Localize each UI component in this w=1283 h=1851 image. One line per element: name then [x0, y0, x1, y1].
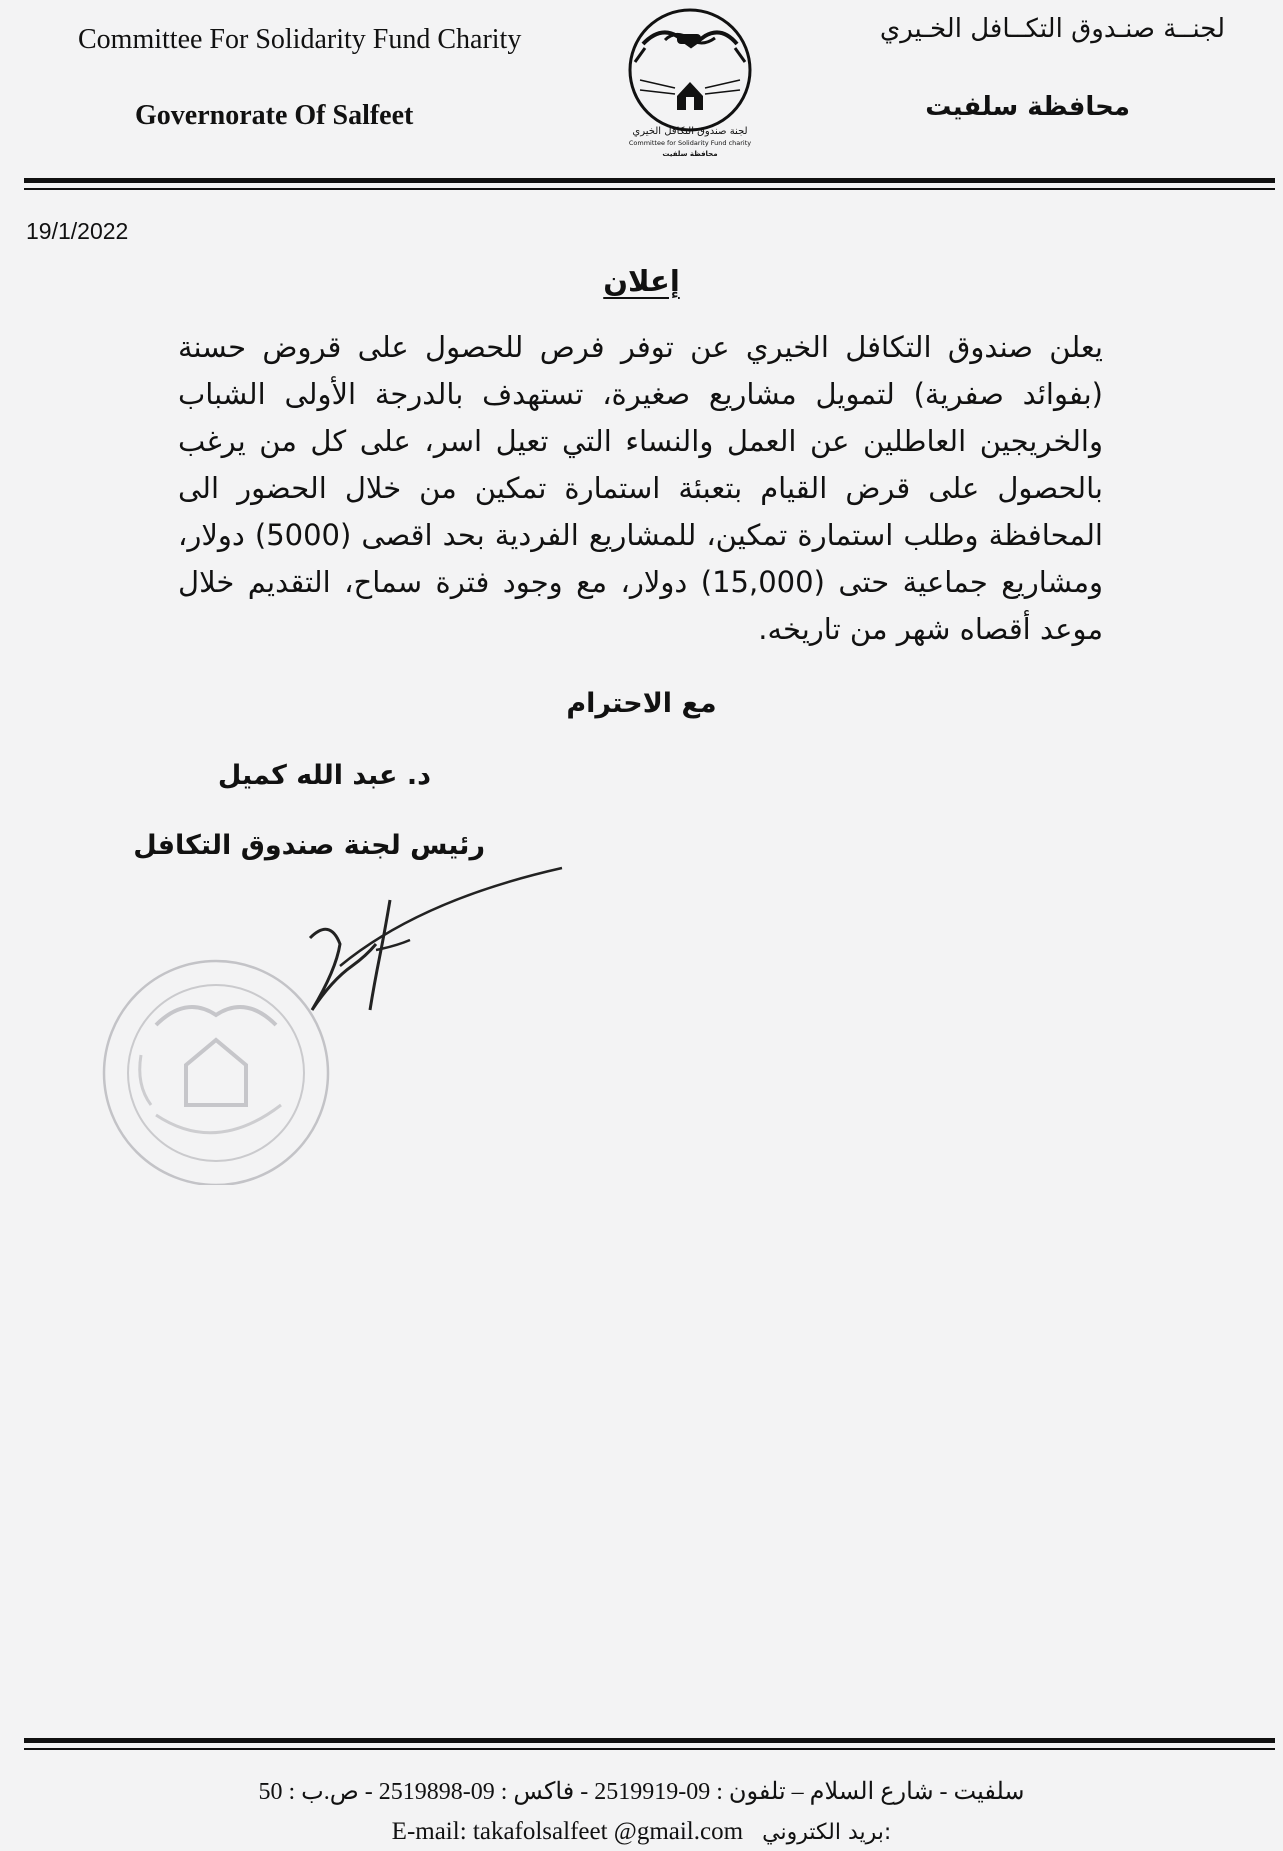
arabic-governorate-name: محافظة سلفيت	[925, 92, 1130, 122]
english-governorate-name: Governorate Of Salfeet	[135, 100, 414, 131]
announcement-title	[0, 264, 1283, 298]
closing-greeting: مع الاحترام	[566, 688, 717, 719]
footer-address: سلفيت - شارع السلام – تلفون : 09-2519919 - فاكس : 09-2519898 - ص.ب : 50	[258, 1779, 1025, 1805]
footer-contact	[0, 1818, 1283, 1846]
footer-rule-thick	[24, 1738, 1275, 1743]
logo-arabic-text: لجنة صندوق التكافل الخيري	[632, 126, 748, 137]
header-rule-thick	[24, 178, 1275, 183]
signer-title: رئيس لجنة صندوق التكافل	[133, 830, 485, 861]
footer-rule-thin	[24, 1748, 1275, 1750]
arabic-committee-name: لجنــة صنـدوق التكــافل الخـيري	[879, 14, 1225, 44]
signer-name: د. عبد الله كميل	[217, 760, 431, 791]
document-date: 19/1/2022	[26, 218, 129, 244]
announcement-body: يعلن صندوق التكافل الخيري عن توفر فرص للحصول على قروض حسنة (بفوائد صفرية) لتمويل مشاريع صغيرة، تستهدف بالدرجة الأولى الشباب والخريجين العاطلين عن العمل والنساء التي تعيل اسر، على كل من يرغب بالحصول على قرض القيام بتعبئة استمارة تمكين من خلال الحضور الى المحافظة وطلب استمارة تمكين، للمشاريع الفردية بحد اقصى (5000) دولار، ومشاريع جماعية حتى (15,000) دولار، مع وجود فترة سماح، التقديم خلال موعد أقصاه شهر من تاريخه.	[178, 330, 1103, 646]
solidarity-handshake-house-logo-icon	[605, 8, 775, 158]
logo-governorate-text: محافظة سلفيت	[662, 150, 718, 158]
english-committee-name: Committee For Solidarity Fund Charity	[78, 24, 522, 55]
announcement-title-text: إعلان	[603, 264, 680, 298]
footer-email-label: بريد الكتروني:	[762, 1820, 892, 1845]
footer-email: E-mail: takafolsalfeet @gmail.com	[391, 1818, 744, 1845]
logo-english-text: Committee for Solidarity Fund charity	[628, 139, 752, 147]
header-rule-thin	[24, 188, 1275, 190]
faded-committee-stamp-icon	[96, 955, 356, 1185]
